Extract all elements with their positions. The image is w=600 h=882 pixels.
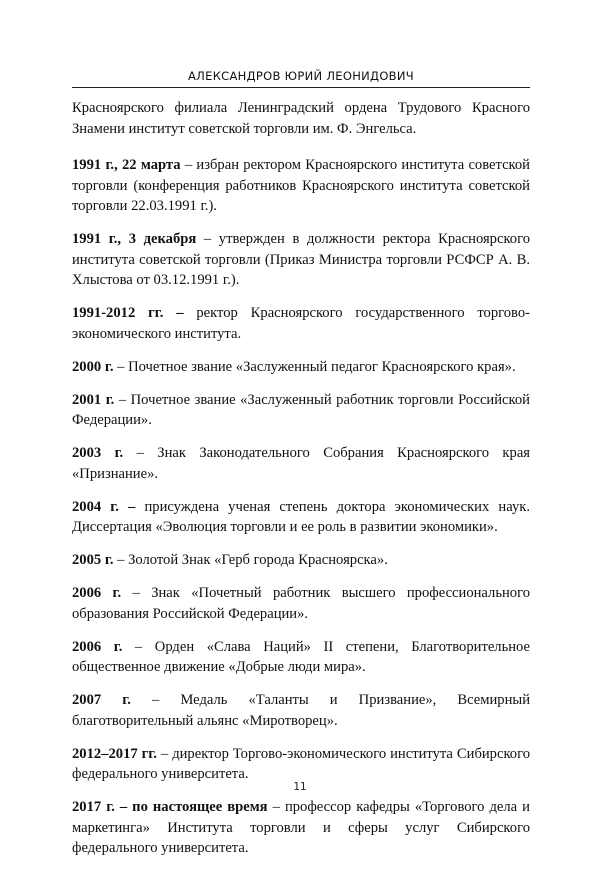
entry-date: 2004 г. – <box>72 498 136 515</box>
biography-entry: 2000 г. – Почетное звание «Заслуженный педагог Красноярского края». <box>72 358 516 375</box>
biography-entry: 1991 г., 22 марта – избран ректором Красноярского института советской торговли (конференция работников Красноярского института советской торговли 22.03.1991 г.). <box>72 157 530 214</box>
biography-entry: 2003 г. – Знак Законодательного Собрания Красноярского края «Признание». <box>72 445 531 482</box>
biography-entry: 2007 г. – Медаль «Таланты и Призвание», Всемирный благотворительный альянс «Миротворец». <box>72 692 531 729</box>
entry-text: утвержден в должности ректора Красноярского института советской торговли (Приказ Министра торговли РСФСР А. В. Хлыстова от 03.12.1991 г.). <box>72 231 531 288</box>
entry-date: 2017 г. – по настоящее время <box>72 799 268 815</box>
entry-date: 1991 г., 22 марта <box>72 157 181 173</box>
entry-text: директор Торгово-экономического института Сибирского федерального университета. <box>72 745 531 782</box>
entry-text: Орден «Слава Наций» II степени, Благотворительное общественное движение «Добрые люди мира». <box>72 638 531 675</box>
biography-entry: 2012–2017 гг. – директор Торгово-экономического института Сибирского федерального университета. <box>72 745 531 782</box>
running-header-title: АЛЕКСАНДРОВ ЮРИЙ ЛЕОНИДОВИЧ <box>188 69 414 83</box>
entry-date: 2003 г. <box>72 445 124 461</box>
entry-text: Медаль «Таланты и Призвание», Всемирный благотворительный альянс «Миротворец». <box>72 692 531 729</box>
biography-entry: 1991 г., 3 декабря – утвержден в должности ректора Красноярского института советской торговли (Приказ Министра торговли РСФСР А. В. Хлыстова от 03.12.1991 г.). <box>72 231 531 288</box>
entry-date: 1991-2012 гг. – <box>72 305 184 321</box>
intro-paragraph: Красноярского филиала Ленинградский ордена Трудового Красного Знамени институт советской торговли им. Ф. Энгельса. <box>72 100 530 137</box>
entry-date: 2007 г. <box>72 692 131 708</box>
biography-entry: 2005 г. – Золотой Знак «Герб города Красноярска». <box>72 552 388 568</box>
entry-text: Знак «Почетный работник высшего профессионального образования Российской Федерации». <box>72 585 531 622</box>
entry-text: Почетное звание «Заслуженный работник торговли Российской Федерации». <box>72 391 530 428</box>
entry-date: 2001 г. <box>72 391 115 408</box>
entry-text: избран ректором Красноярского института советской торговли (конференция работников Красноярского института советской торговли 22.03.1991 г.). <box>72 157 530 214</box>
biography-entry: 2006 г. – Знак «Почетный работник высшего профессионального образования Российской Федерации». <box>72 585 531 622</box>
entry-text: Золотой Знак «Герб города Красноярска». <box>128 552 388 568</box>
entry-date: 2006 г. <box>72 638 123 655</box>
biography-entry: 2017 г. – по настоящее время – профессор кафедры «Торгового дела и маркетинга» Института торговли и сферы услуг Сибирского федерального университета. <box>72 799 530 856</box>
entry-text: Знак Законодательного Собрания Красноярского края «Признание». <box>72 445 531 482</box>
biography-entry <box>72 497 530 538</box>
page-body <box>72 98 530 871</box>
entry-text: ректор Красноярского государственного торгово-экономического института. <box>72 305 530 342</box>
entry-text: профессор кафедры «Торгового дела и маркетинга» Института торговли и сферы услуг Сибирского федерального университета. <box>72 799 530 856</box>
running-header <box>72 57 530 88</box>
entry-date: 2005 г. <box>72 552 114 568</box>
entry-date: 1991 г., 3 декабря <box>72 231 197 247</box>
biography-entry: 2001 г. – Почетное звание «Заслуженный работник торговли Российской Федерации». <box>72 391 530 428</box>
biography-entry <box>72 303 530 344</box>
biography-entry: 2006 г. – Орден «Слава Наций» II степени, Благотворительное общественное движение «Добрые люди мира». <box>72 638 531 675</box>
entry-date: 2006 г. <box>72 585 122 601</box>
entry-text: присуждена ученая степень доктора экономических наук. Диссертация «Эволюция торговли и ее роль в развитии экономики». <box>72 498 530 535</box>
entry-text: Почетное звание «Заслуженный педагог Красноярского края». <box>128 358 516 375</box>
entry-date: 2000 г. <box>72 358 114 375</box>
entry-date: 2012–2017 гг. <box>72 745 157 762</box>
page-number: 11 <box>293 781 307 793</box>
